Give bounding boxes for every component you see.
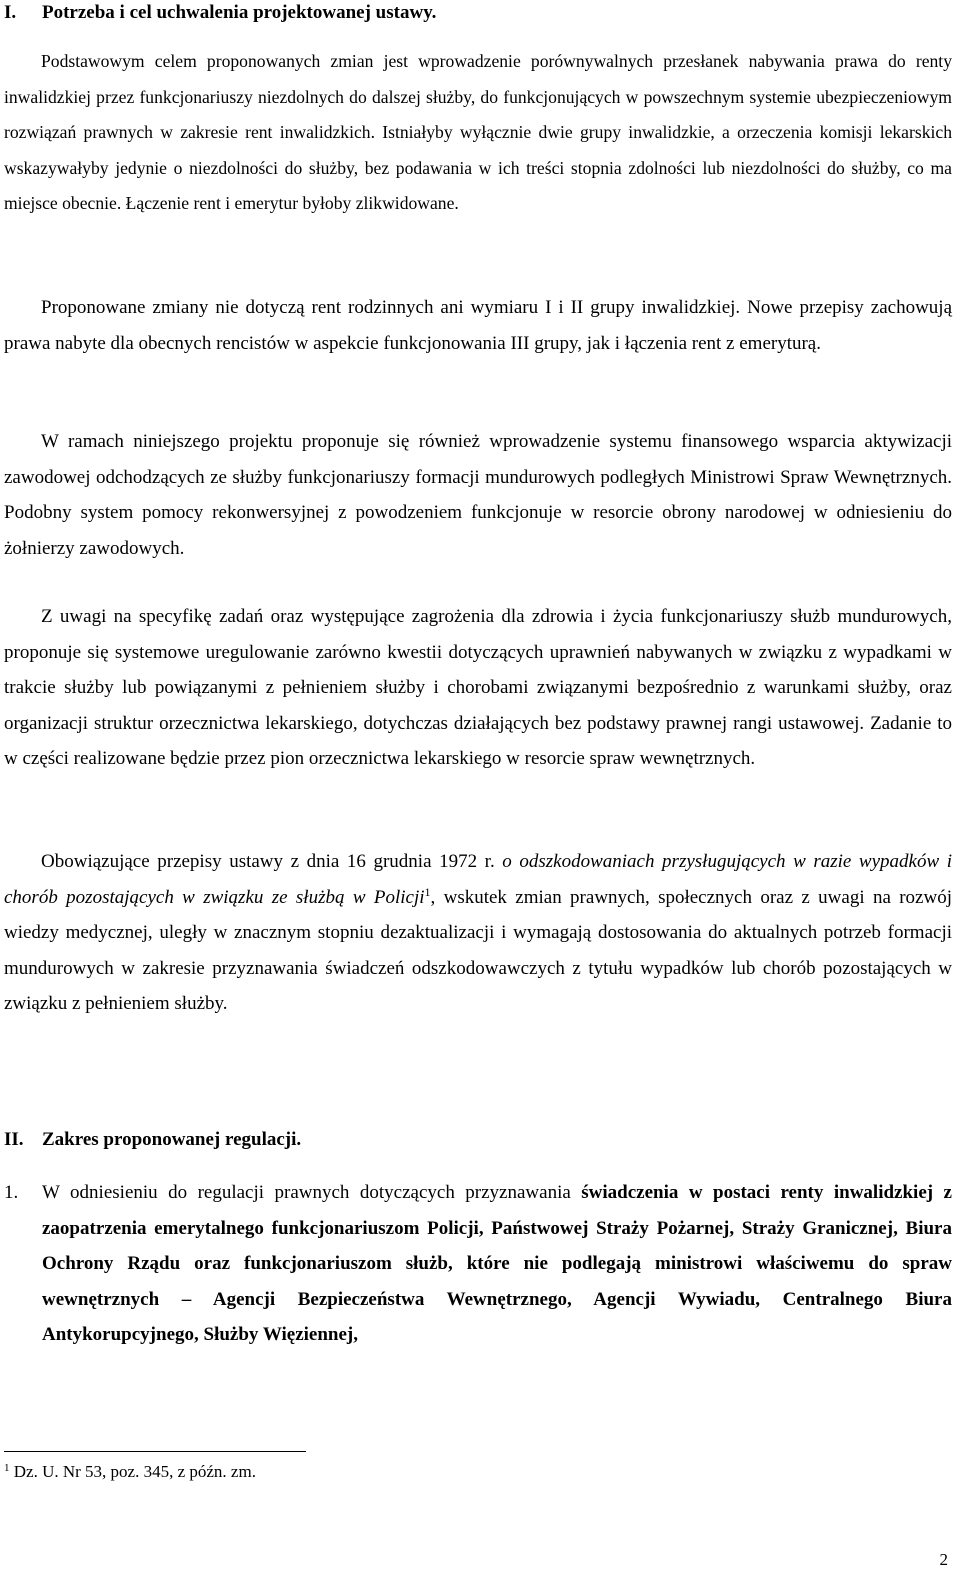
footnote-reference: 1 [424,884,431,899]
paragraph-5-intro: Obowiązujące przepisy ustawy z dnia 16 grudnia 1972 r. [41,851,503,872]
list-item-body [42,1175,952,1353]
footnote-text: Dz. U. Nr 53, poz. 345, z późn. zm. [9,1462,256,1481]
footnote-marker: 1 [4,1462,10,1474]
list-item-bold-text: świadczenia w postaci renty inwalidzkiej z zaopatrzenia emerytalnego funkcjonariuszom Policji, Państwowej Straży Pożarnej, Straży Granicznej, Biura Ochrony Rządu oraz funkcjonariuszom służb, które nie podlegają ministrowi właściwemu do spraw wewnętrznych – Agencji Bezpieczeństwa Wewnętrznego, Agencji Wywiadu, Centralnego Biura Antykorupcyjnego, Służby Więziennej, [42,1182,952,1346]
section-title: Zakres proponowanej regulacji. [42,1129,302,1150]
list-item-intro: W odniesieniu do regulacji prawnych dotyczących przyznawania [42,1182,582,1203]
act-title: o odszkodowaniach przysługujących w razie wypadków i chorób pozostających w związku ze służbą w Policji [4,851,952,908]
section-title: Potrzeba i cel uchwalenia projektowanej ustawy. [42,2,437,23]
list-item-number: 1. [4,1182,19,1203]
footnote-separator [4,1451,306,1452]
section-number: II. [4,1129,24,1150]
paragraph-5-rest: , wskutek zmian prawnych, społecznych oraz z uwagi na rozwój wiedzy medycznej, uległy w znacznym stopniu dezaktualizacji i wymagają dostosowania do aktualnych potrzeb formacji mundurowych w zakresie przyznawania świadczeń odszkodowawczych z tytułu wypadków lub chorób pozostających w związku z pełnieniem służby. [4,886,952,1015]
list-item-1 [4,1175,952,1353]
paragraph-3: W ramach niniejszego projektu proponuje się również wprowadzenie systemu finansowego wsparcia aktywizacji zawodowej odchodzących ze służby funkcjonariuszy formacji mundurowych podległych Ministrowi Spraw Wewnętrznych. Podobny system pomocy rekonwersyjnej z powodzeniem funkcjonuje w resorcie obrony narodowej w odniesieniu do żołnierzy zawodowych. [4,431,952,559]
paragraph-5 [4,844,952,1022]
section-heading-2 [4,1129,301,1151]
footnote [4,1461,256,1483]
section-heading-1 [4,2,436,24]
paragraph-2: Proponowane zmiany nie dotyczą rent rodzinnych ani wymiaru I i II grupy inwalidzkiej. Nowe przepisy zachowują prawa nabyte dla obecnych rencistów w aspekcie funkcjonowania III grupy, jak i łączenia rent z emeryturą. [4,297,952,354]
section-number: I. [4,2,17,23]
paragraph-4: Z uwagi na specyfikę zadań oraz występujące zagrożenia dla zdrowia i życia funkcjonariuszy służb mundurowych, proponuje się systemowe uregulowanie zarówno kwestii dotyczących uprawnień nabywanych w związku z wypadkami w trakcie służby lub powiązanymi z pełnieniem służby i chorobami związanymi bezpośrednio z warunkami służby, oraz organizacji struktur orzecznictwa lekarskiego, dotychczas działających bez podstawy prawnej rangi ustawowej. Zadanie to w części realizowane będzie przez pion orzecznictwa lekarskiego w resorcie spraw wewnętrznych. [4,606,952,770]
paragraph-1: Podstawowym celem proponowanych zmian jest wprowadzenie porównywalnych przesłanek nabywania prawa do renty inwalidzkiej przez funkcjonariuszy niezdolnych do dalszej służby, do funkcjonujących w powszechnym systemie ubezpieczeniowym rozwiązań prawnych w zakresie rent inwalidzkich. Istniałyby wyłącznie dwie grupy inwalidzkie, a orzeczenia komisji lekarskich wskazywałyby jedynie o niezdolności do służby, bez podawania w ich treści stopnia zdolności lub niezdolności do służby, co ma miejsce obecnie. Łączenie rent i emerytur byłoby zlikwidowane. [4,51,952,214]
page-number: 2 [939,1550,948,1569]
